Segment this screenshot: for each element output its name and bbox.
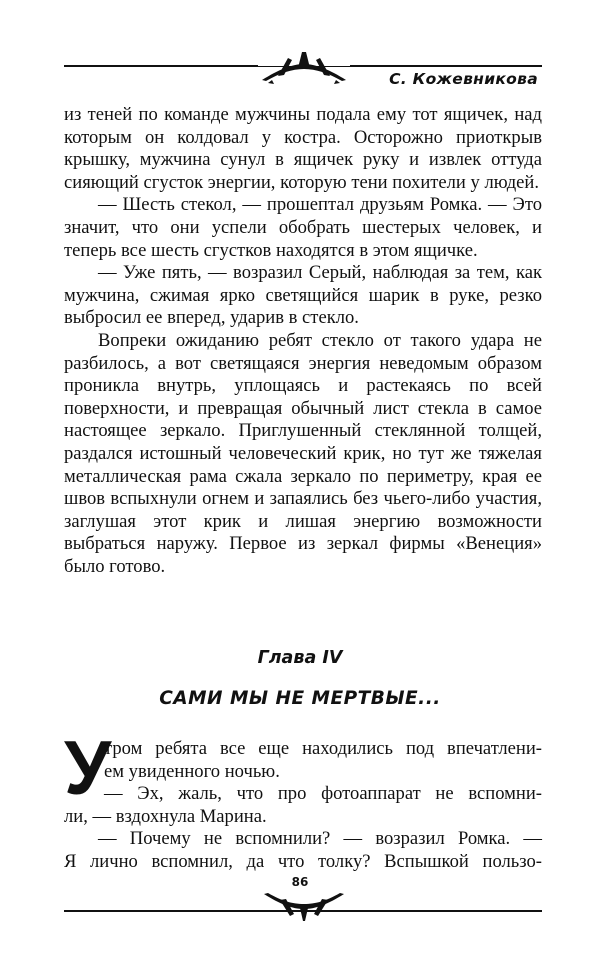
header-ornament-icon xyxy=(258,50,350,88)
paragraph: — Шесть стекол, — прошептал друзьям Ромка. — Это значит, что они успели обобрать шестерых человек, и теперь все шесть сгустков находятся в этом ящичке. xyxy=(64,194,542,261)
chapter-line: Я лично вспомнил, да что толку? Вспышкой пользо- xyxy=(64,850,542,872)
chapter-title: САМИ МЫ НЕ МЕРТВЫЕ... xyxy=(159,688,441,709)
chapter-label: Глава IV xyxy=(257,648,343,668)
main-text xyxy=(64,104,542,578)
chapter-line: ем увиденного ночью. xyxy=(104,760,280,782)
page-number: 86 xyxy=(291,875,309,889)
author-name: С. Кожевникова xyxy=(389,70,538,88)
paragraph: Вопреки ожиданию ребят стекло от такого удара не разбилось, а вот светящаяся энергия неведомым образом проникла внутрь, уплощаясь и растекаясь по всей поверхности, и превращая обычный лист стекла в самое настоящее зеркало. Приглушенный стеклянной толщей, раздался истошный человеческий крик, но тут же тяжелая металлическая рама сжала зеркало по периметру, края ее швов вспыхнули огнем и запаялись без чьего-либо участия, заглушая этот крик и лишая энергию возможности выбраться наружу. Первое из зеркал фирмы «Венеция» было готово. xyxy=(64,329,542,577)
footer-ornament-icon xyxy=(260,888,348,922)
chapter-line: — Эх, жаль, что про фотоаппарат не вспомни- xyxy=(104,783,542,805)
paragraph: — Уже пять, — возразил Серый, наблюдая за тем, как мужчина, сжимая ярко светящийся шарик в руке, резко выбросил ее вперед, ударив в стекло. xyxy=(64,262,542,329)
chapter-line: ли, — вздохнула Марина. xyxy=(64,805,267,827)
chapter-text xyxy=(64,738,542,874)
chapter-line: — Почему не вспомнили? — возразил Ромка. — xyxy=(98,828,542,850)
drop-cap-letter: У xyxy=(64,726,112,811)
paragraph: из теней по команде мужчины подала ему тот ящичек, над которым он колдовал у костра. Осторожно приоткрыв крышку, мужчина сунул в ящичек руку и извлек оттуда сияющий сгусток энергии, которую тени похители у людей. xyxy=(64,104,542,193)
chapter-line: тром ребята все еще находились под впечатлени- xyxy=(104,738,542,759)
page-header xyxy=(0,0,600,100)
